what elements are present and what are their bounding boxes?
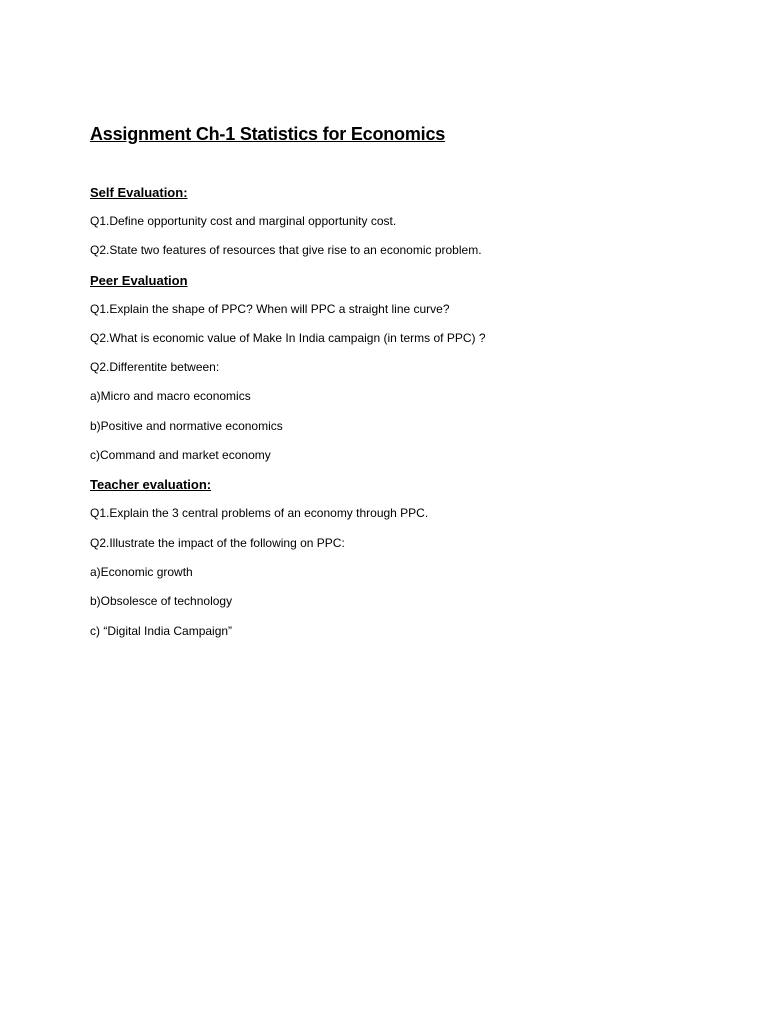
teacher-evaluation-item-b: b)Obsolesce of technology	[90, 594, 233, 609]
peer-evaluation-q2-differentiate: Q2.Differentite between:	[90, 360, 220, 375]
document-title: Assignment Ch-1 Statistics for Economics	[90, 124, 446, 144]
self-evaluation-q1: Q1.Define opportunity cost and marginal opportunity cost.	[90, 214, 397, 228]
section-heading-teacher-evaluation: Teacher evaluation:	[90, 477, 212, 493]
section-heading-peer-evaluation: Peer Evaluation	[90, 272, 188, 288]
teacher-evaluation-item-c: c) “Digital India Campaign”	[90, 623, 233, 638]
teacher-evaluation-q2: Q2.Illustrate the impact of the following on PPC:	[90, 535, 345, 550]
teacher-evaluation-q1: Q1.Explain the 3 central problems of an economy through PPC.	[90, 506, 429, 521]
peer-evaluation-item-c: c)Command and market economy	[90, 448, 271, 463]
section-heading-self-evaluation: Self Evaluation:	[90, 185, 188, 200]
teacher-evaluation-item-a: a)Economic growth	[90, 564, 193, 579]
peer-evaluation-q2: Q2.What is economic value of Make In India campaign (in terms of PPC) ?	[90, 330, 486, 345]
peer-evaluation-item-b: b)Positive and normative economics	[90, 418, 283, 433]
self-evaluation-q2: Q2.State two features of resources that give rise to an economic problem.	[90, 243, 482, 258]
document-body	[90, 122, 710, 652]
peer-evaluation-item-a: a)Micro and macro economics	[90, 389, 251, 404]
peer-evaluation-q1: Q1.Explain the shape of PPC? When will PPC a straight line curve?	[90, 301, 450, 316]
